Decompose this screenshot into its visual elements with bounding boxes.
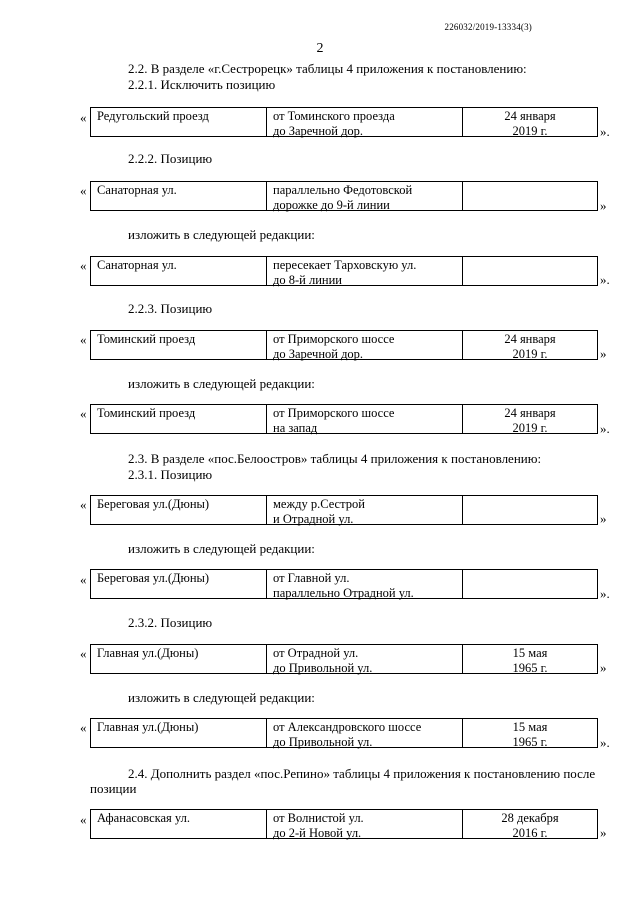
street-description: от Александровского шоссе до Привольной ул.	[267, 719, 463, 747]
street-name: Томинский проезд	[91, 405, 267, 433]
street-description: между р.Сестрой и Отрадной ул.	[267, 496, 463, 524]
street-name: Береговая ул.(Дюны)	[91, 496, 267, 524]
paragraph-2-3-2: 2.3.2. Позицию	[128, 615, 213, 630]
close-quote: »	[600, 825, 607, 840]
close-quote: ».	[600, 735, 610, 750]
street-description: параллельно Федотовской дорожке до 9-й линии	[267, 182, 463, 210]
street-date	[463, 257, 597, 285]
close-quote: »	[600, 660, 607, 675]
street-description: от Волнистой ул. до 2-й Новой ул.	[267, 810, 463, 838]
open-quote: «	[80, 406, 87, 421]
table-row	[90, 256, 598, 286]
paragraph-2-3-1: 2.3.1. Позицию	[128, 467, 213, 482]
street-name: Главная ул.(Дюны)	[91, 719, 267, 747]
table-row	[90, 569, 598, 599]
street-name: Санаторная ул.	[91, 257, 267, 285]
street-name: Главная ул.(Дюны)	[91, 645, 267, 673]
open-quote: «	[80, 332, 87, 347]
paragraph-2-4-continued: позиции	[90, 781, 137, 796]
street-date: 15 мая 1965 г.	[512, 720, 548, 749]
close-quote: ».	[600, 124, 610, 139]
paragraph-2-2-2: 2.2.2. Позицию	[128, 151, 213, 166]
street-date: 24 января 2019 г.	[504, 109, 556, 138]
street-name: Томинский проезд	[91, 331, 267, 359]
table-row	[90, 644, 598, 674]
street-name: Редугольский проезд	[91, 108, 267, 136]
open-quote: «	[80, 110, 87, 125]
close-quote: ».	[600, 586, 610, 601]
street-date	[463, 496, 597, 524]
paragraph-2-2-3: 2.2.3. Позицию	[128, 301, 213, 316]
close-quote: ».	[600, 272, 610, 287]
street-date: 28 декабря 2016 г.	[501, 811, 559, 840]
table-row	[90, 495, 598, 525]
close-quote: »	[600, 511, 607, 526]
street-name: Береговая ул.(Дюны)	[91, 570, 267, 598]
street-description: от Томинского проезда до Заречной дор.	[267, 108, 463, 136]
table-row	[90, 809, 598, 839]
open-quote: «	[80, 720, 87, 735]
street-description: от Главной ул. параллельно Отрадной ул.	[267, 570, 463, 598]
paragraph-edit: изложить в следующей редакции:	[128, 376, 315, 391]
table-row	[90, 107, 598, 137]
open-quote: «	[80, 646, 87, 661]
table-row	[90, 330, 598, 360]
paragraph-edit: изложить в следующей редакции:	[128, 227, 315, 242]
close-quote: ».	[600, 421, 610, 436]
street-date	[463, 570, 597, 598]
paragraph-edit: изложить в следующей редакции:	[128, 541, 315, 556]
street-date: 24 января 2019 г.	[504, 332, 556, 361]
open-quote: «	[80, 812, 87, 827]
page-number: 2	[316, 41, 324, 56]
table-row	[90, 404, 598, 434]
street-date: 15 мая 1965 г.	[512, 646, 548, 675]
street-description: пересекает Тарховскую ул. до 8-й линии	[267, 257, 463, 285]
paragraph-2-4: 2.4. Дополнить раздел «пос.Репино» таблицы 4 приложения к постановлению после	[128, 766, 596, 781]
open-quote: «	[80, 572, 87, 587]
paragraph-2-3: 2.3. В разделе «пос.Белоостров» таблицы 4 приложения к постановлению:	[128, 451, 542, 466]
open-quote: «	[80, 497, 87, 512]
street-date: 24 января 2019 г.	[504, 406, 556, 435]
street-name: Санаторная ул.	[91, 182, 267, 210]
open-quote: «	[80, 183, 87, 198]
table-row	[90, 718, 598, 748]
street-name: Афанасовская ул.	[91, 810, 267, 838]
document-id: 226032/2019-13334(3)	[444, 22, 532, 32]
paragraph-edit: изложить в следующей редакции:	[128, 690, 315, 705]
open-quote: «	[80, 258, 87, 273]
street-description: от Приморского шоссе на запад	[267, 405, 463, 433]
street-description: от Отрадной ул. до Привольной ул.	[267, 645, 463, 673]
street-description: от Приморского шоссе до Заречной дор.	[267, 331, 463, 359]
paragraph-2-2-1: 2.2.1. Исключить позицию	[128, 77, 276, 92]
paragraph-2-2: 2.2. В разделе «г.Сестрорецк» таблицы 4 приложения к постановлению:	[128, 61, 527, 76]
street-date	[463, 182, 597, 210]
table-row	[90, 181, 598, 211]
close-quote: »	[600, 198, 607, 213]
close-quote: »	[600, 346, 607, 361]
